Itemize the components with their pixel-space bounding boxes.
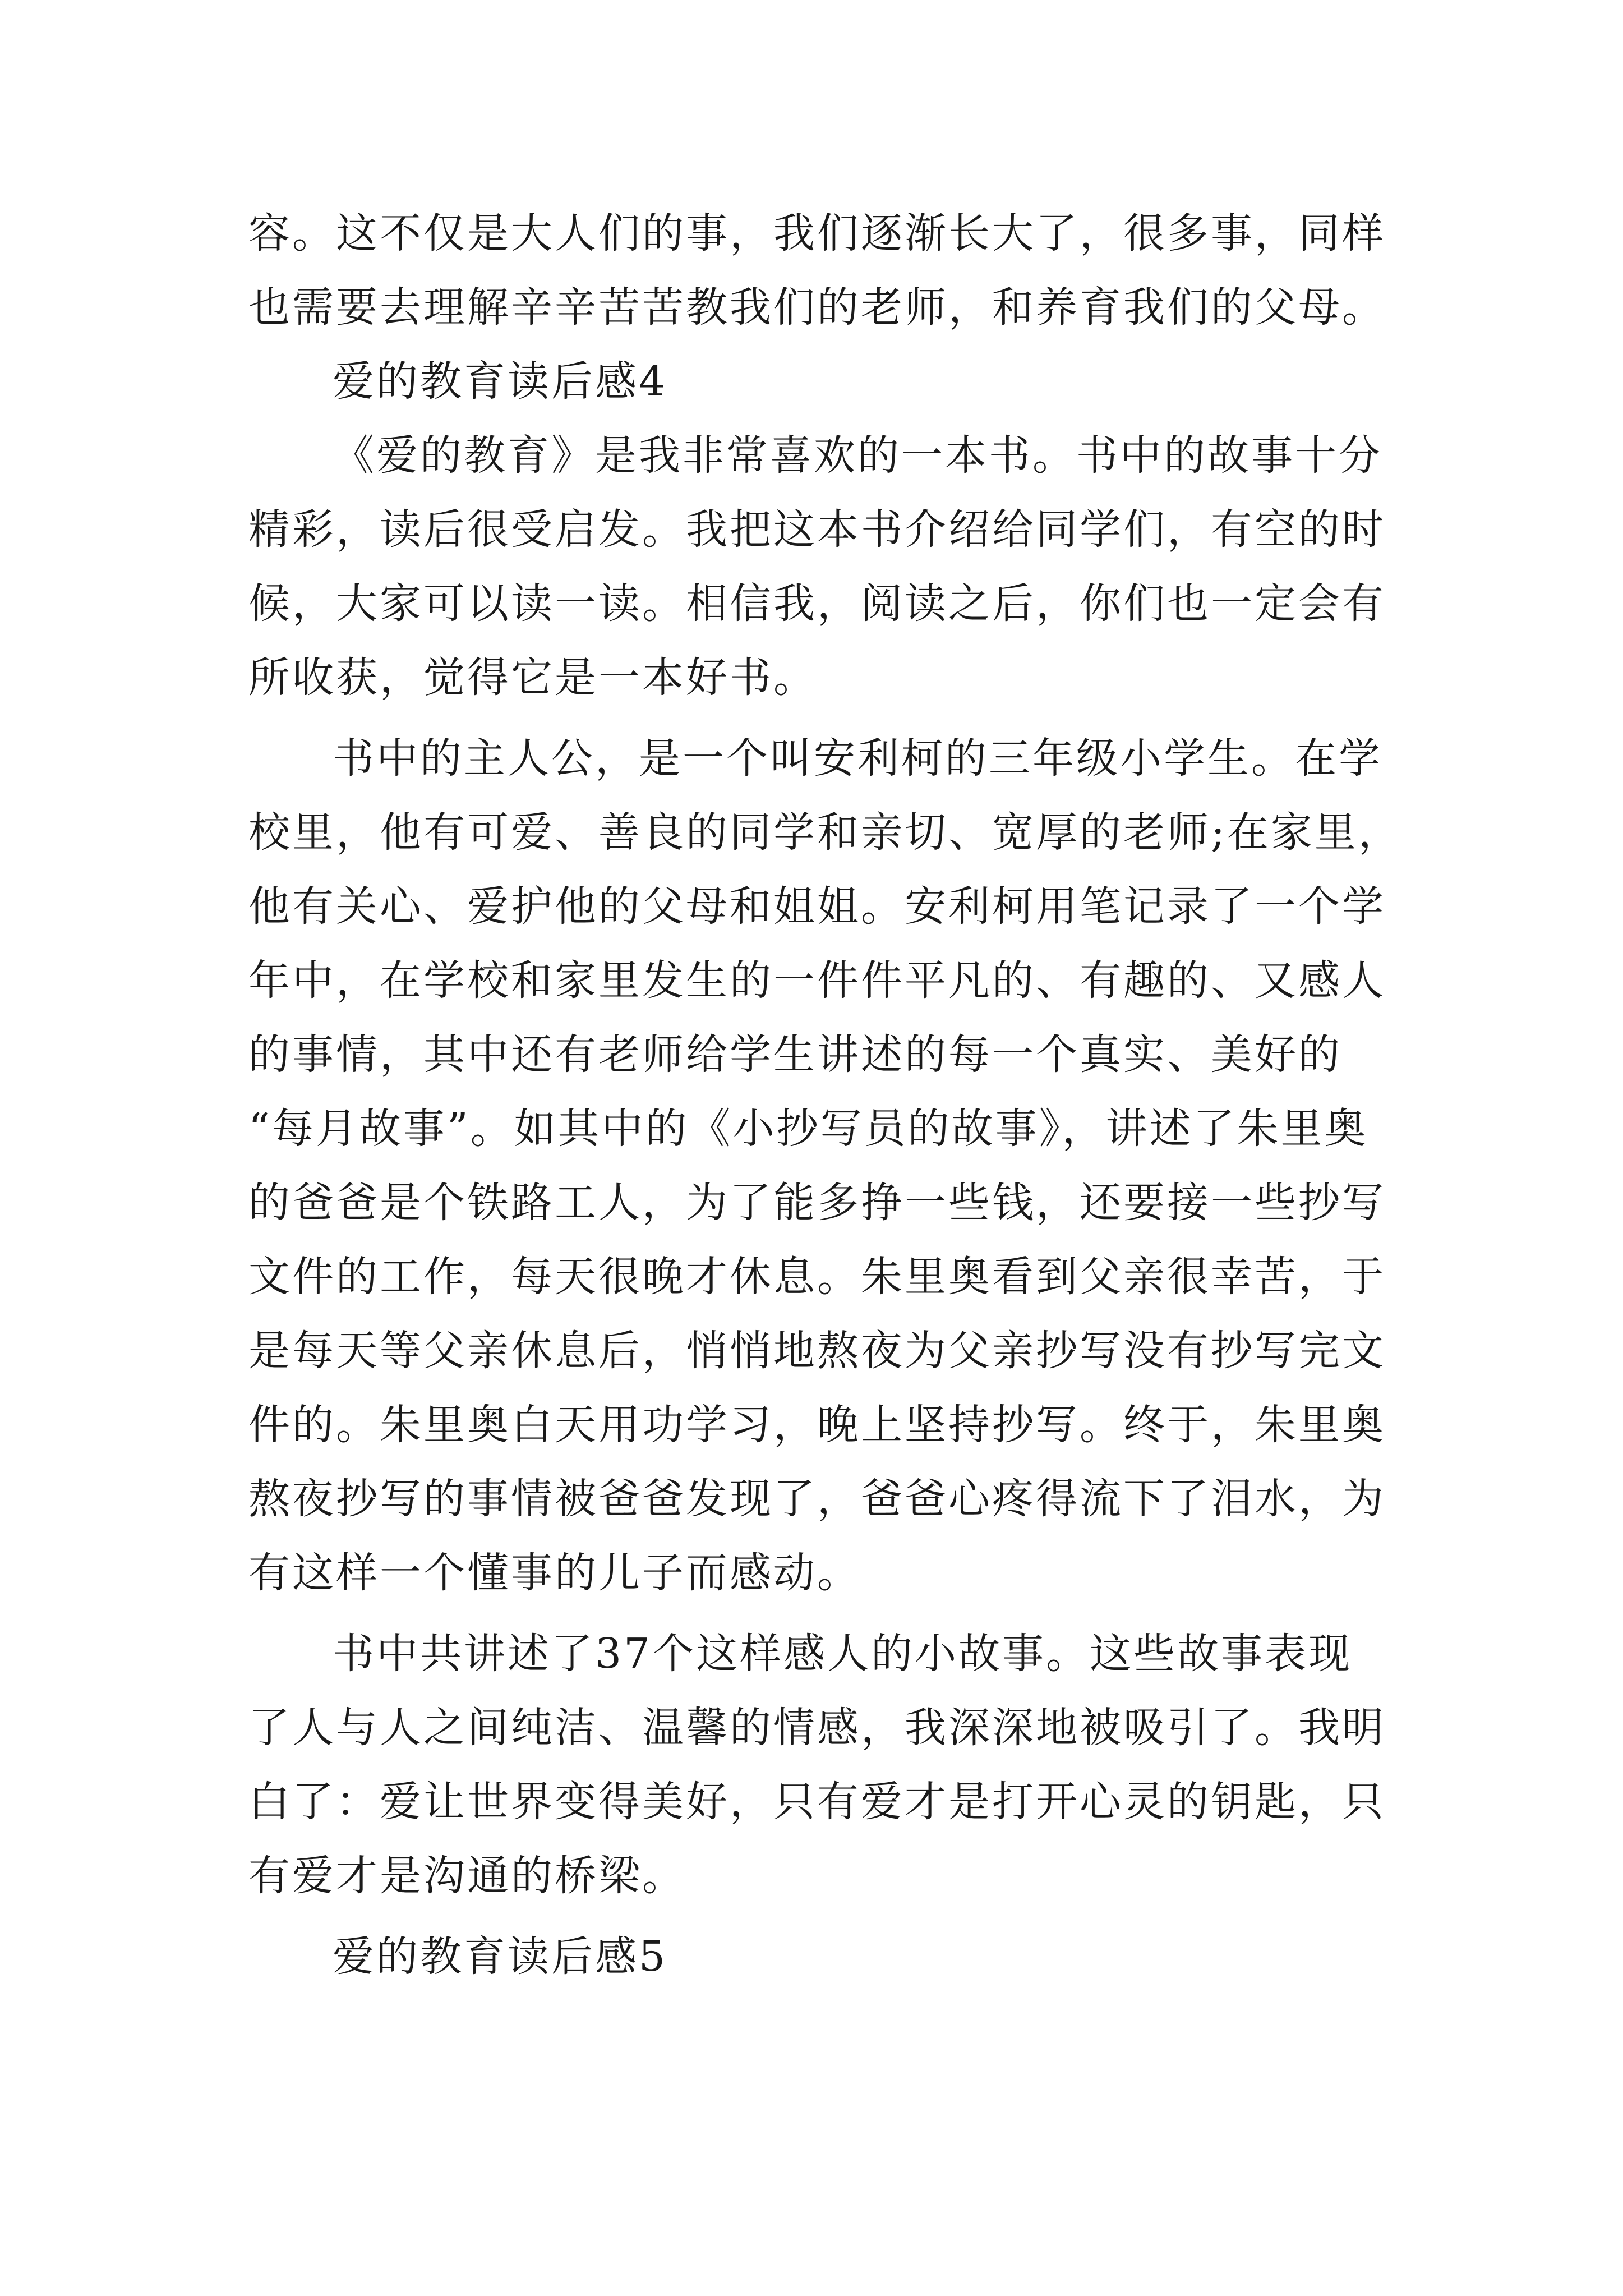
text-line: 候，大家可以读一读。相信我，阅读之后，你们也一定会有 (248, 579, 1386, 628)
text-line: 爱的教育读后感5 (333, 1932, 668, 1981)
text-line: 的爸爸是个铁路工人，为了能多挣一些钱，还要接一些抄写 (248, 1179, 1386, 1227)
text-line: 他有关心、爱护他的父母和姐姐。安利柯用笔记录了一个学 (248, 882, 1386, 931)
text-line: 文件的工作，每天很晚才休息。朱里奥看到父亲很幸苦，于 (248, 1253, 1386, 1301)
text-line: 爱的教育读后感4 (333, 357, 668, 406)
document-body (248, 196, 1402, 1994)
text-line: 件的。朱里奥白天用功学习，晚上坚持抄写。终于，朱里奥 (248, 1401, 1386, 1449)
paragraph-gap (248, 1913, 1393, 1920)
text-line: 有爱才是沟通的桥梁。 (248, 1852, 686, 1900)
text-line: “每月故事”。如其中的《小抄写员的故事》，讲述了朱里奥 (248, 1105, 1368, 1153)
text-line: 也需要去理解辛辛苦苦教我们的老师，和养育我们的父母。 (248, 283, 1386, 332)
text-line: 《爱的教育》是我非常喜欢的一本书。书中的故事十分 (333, 431, 1382, 480)
text-line: 书中的主人公，是一个叫安利柯的三年级小学生。在学 (333, 734, 1382, 783)
text-line: 的事情，其中还有老师给学生讲述的每一个真实、美好的 (248, 1030, 1342, 1079)
text-line: 白了：爱让世界变得美好，只有爱才是打开心灵的钥匙，只 (248, 1778, 1386, 1826)
text-line: 书中共讲述了37个这样感人的小故事。这些故事表现 (333, 1630, 1353, 1678)
text-line: 有这样一个懂事的儿子而感动。 (248, 1549, 861, 1597)
text-line: 是每天等父亲休息后，悄悄地熬夜为父亲抄写没有抄写完文 (248, 1327, 1386, 1375)
text-line: 熬夜抄写的事情被爸爸发现了，爸爸心疼得流下了泪水，为 (248, 1475, 1386, 1523)
text-line: 精彩，读后很受启发。我把这本书介绍给同学们，有空的时 (248, 505, 1386, 554)
text-line: 容。这不仅是大人们的事，我们逐渐长大了，很多事，同样 (248, 209, 1386, 257)
text-line: 所收获，觉得它是一本好书。 (248, 654, 817, 702)
text-line: 年中，在学校和家里发生的一件件平凡的、有趣的、又感人 (248, 956, 1386, 1005)
text-line: 了人与人之间纯洁、温馨的情感，我深深地被吸引了。我明 (248, 1704, 1386, 1752)
text-line: 校里，他有可爱、善良的同学和亲切、宽厚的老师;在家里， (248, 808, 1402, 857)
paragraph-gap (248, 715, 1393, 721)
paragraph-gap (248, 1610, 1393, 1617)
